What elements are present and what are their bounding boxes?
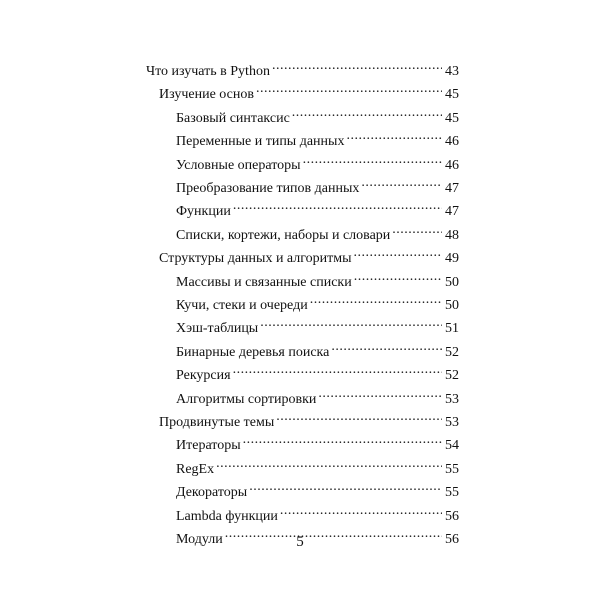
toc-entry-title: Итераторы — [176, 438, 241, 453]
toc-entry-page: 46 — [445, 158, 459, 173]
toc-entry-title: Структуры данных и алгоритмы — [159, 251, 352, 266]
toc-entry — [159, 80, 459, 102]
toc-dot-leader — [280, 502, 442, 520]
toc-entry-page: 43 — [445, 64, 459, 79]
toc-entry-title: Кучи, стеки и очереди — [176, 298, 308, 313]
page-number: 5 — [296, 534, 304, 550]
toc-entry — [176, 151, 459, 173]
toc-entry-title: Функции — [176, 204, 231, 219]
toc-dot-leader — [249, 478, 442, 496]
toc-entry — [176, 431, 459, 453]
toc-entry-page: 48 — [445, 228, 459, 243]
toc-entry-page: 50 — [445, 275, 459, 290]
toc-entry-page: 51 — [445, 321, 459, 336]
toc-entry-title: Модули — [176, 532, 223, 547]
toc-entry-title: Переменные и типы данных — [176, 134, 345, 149]
toc-entry-page: 56 — [445, 509, 459, 524]
toc-entry-title: Lambda функции — [176, 509, 278, 524]
toc-entry-title: Алгоритмы сортировки — [176, 392, 317, 407]
toc-dot-leader — [233, 197, 442, 215]
toc-entry-title: RegEx — [176, 462, 215, 477]
toc-dot-leader — [346, 127, 442, 145]
toc-entry-page: 52 — [445, 345, 459, 360]
toc-dot-leader — [260, 314, 442, 332]
toc-dot-leader — [310, 291, 442, 309]
toc-entry — [176, 197, 459, 219]
toc-entry — [176, 221, 459, 243]
toc-entry — [159, 244, 459, 266]
toc-entry-page: 45 — [445, 111, 459, 126]
toc-entry — [176, 478, 459, 500]
toc-entry-title: Преобразование типов данных — [176, 181, 360, 196]
toc-entry — [159, 408, 459, 430]
toc-entry-title: Изучение основ — [159, 87, 254, 102]
toc-entry — [176, 268, 459, 290]
toc-entry-page: 55 — [445, 462, 459, 477]
toc-entry-title: Декораторы — [176, 485, 248, 500]
toc-entry — [176, 385, 459, 407]
toc-entry-title: Массивы и связанные списки — [176, 275, 352, 290]
toc-entry-title: Продвинутые темы — [159, 415, 275, 430]
toc-entry-title: Хэш-таблицы — [176, 321, 259, 336]
toc-entry-page: 54 — [445, 438, 459, 453]
toc-dot-leader — [233, 361, 442, 379]
toc-entry-title: Базовый синтаксис — [176, 111, 290, 126]
toc-entry — [176, 314, 459, 336]
toc-entry — [176, 174, 459, 196]
toc-entry-page: 53 — [445, 415, 459, 430]
toc-dot-leader — [292, 104, 442, 122]
toc-entry-page: 45 — [445, 87, 459, 102]
toc-entry-page: 53 — [445, 392, 459, 407]
toc-entry-title: Списки, кортежи, наборы и словари — [176, 228, 391, 243]
toc-entry-page: 50 — [445, 298, 459, 313]
toc-dot-leader — [243, 431, 442, 449]
toc-entry — [176, 338, 459, 360]
toc-dot-leader — [256, 80, 442, 98]
toc-entry-page: 49 — [445, 251, 459, 266]
toc-entry-title: Что изучать в Python — [146, 64, 270, 79]
toc-dot-leader — [331, 338, 442, 356]
toc-dot-leader — [303, 151, 442, 169]
toc-entry-page: 55 — [445, 485, 459, 500]
toc-entry — [176, 127, 459, 149]
toc-dot-leader — [318, 385, 442, 403]
toc-dot-leader — [361, 174, 442, 192]
toc-entry — [176, 291, 459, 313]
toc-entry — [146, 57, 459, 79]
toc-dot-leader — [272, 57, 442, 75]
toc-entry — [176, 455, 459, 477]
toc-dot-leader — [354, 244, 442, 262]
toc-dot-leader — [216, 455, 442, 473]
toc-entry-page: 56 — [445, 532, 459, 547]
toc-entry-title: Условные операторы — [176, 158, 301, 173]
toc-dot-leader — [392, 221, 442, 239]
toc-entry-title: Рекурсия — [176, 368, 231, 383]
toc-entry-page: 46 — [445, 134, 459, 149]
toc-dot-leader — [354, 268, 442, 286]
toc-entry — [176, 361, 459, 383]
toc-entry-page: 47 — [445, 204, 459, 219]
toc-entry — [176, 502, 459, 524]
toc-dot-leader — [276, 408, 442, 426]
toc-entry-page: 47 — [445, 181, 459, 196]
toc-entry-page: 52 — [445, 368, 459, 383]
toc-entry-title: Бинарные деревья поиска — [176, 345, 330, 360]
toc-entry — [176, 104, 459, 126]
